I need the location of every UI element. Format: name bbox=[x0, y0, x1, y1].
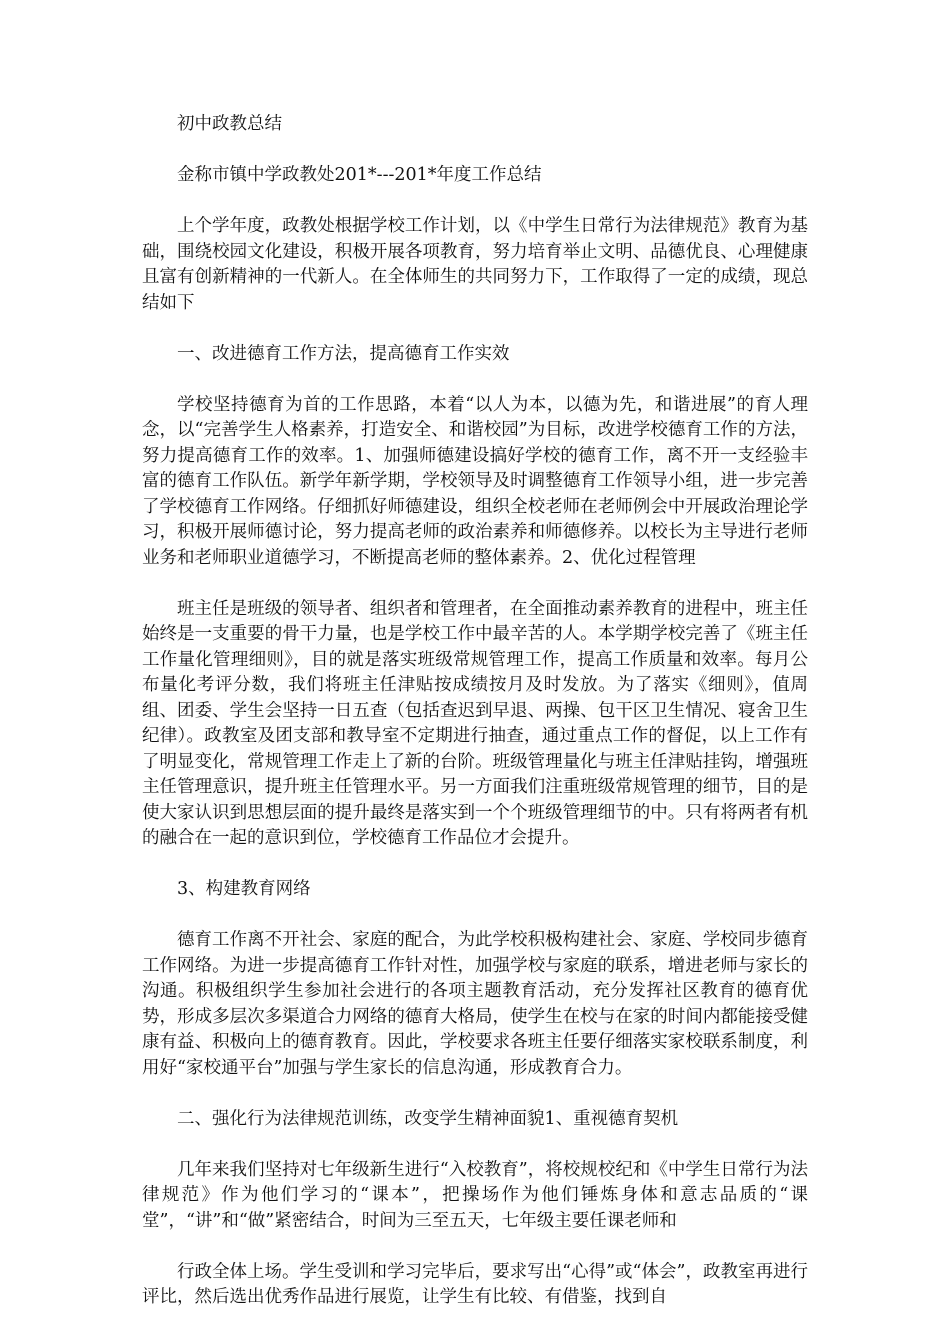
paragraph-class-teacher: 班主任是班级的领导者、组织者和管理者，在全面推动素养教育的进程中，班主任始终是一支重要的骨干力量，也是学校工作中最辛苦的人。本学期学校完善了《班主任工作量化管理细则》，目的就是落实班级常规管理工作，提高工作质量和效率。每月公布量化考评分数，我们将班主任津贴按成绩按月及时发放。为了落实《细则》，值周组、团委、学生会坚持一日五查（包括查迟到早退、两操、包干区卫生情况、寝舍卫生纪律）。政教室及团支部和教导室不定期进行抽查，通过重点工作的督促，以上工作有了明显变化，常规管理工作走上了新的台阶。班级管理量化与班主任津贴挂钩，增强班主任管理意识，提升班主任管理水平。另一方面我们注重班级常规管理的细节，目的是使大家认识到思想层面的提升最终是落实到一个个班级管理细节的中。只有将两者有机的融合在一起的意识到位，学校德育工作品位才会提升。 bbox=[142, 598, 808, 848]
section-heading-1: 一、改进德育工作方法，提高德育工作实效 bbox=[177, 343, 510, 364]
paragraph-education-network: 德育工作离不开社会、家庭的配合，为此学校积极构建社会、家庭、学校同步德育工作网络。为进一步提高德育工作针对性，加强学校与家庭的联系，增进老师与家长的沟通。积极组织学生参加社会进行的各项主题教育活动，充分发挥社区教育的德育优势，形成多层次多渠道合力网络的德育大格局，使学生在校与在家的时间内都能接受健康有益、积极向上的德育教育。因此，学校要求各班主任要仔细落实家校联系制度，利用好“家校通平台”加强与学生家长的信息沟通，形成教育合力。 bbox=[142, 930, 808, 1078]
section-heading-2: 二、强化行为法律规范训练，改变学生精神面貌1、重视德育契机 bbox=[177, 1108, 679, 1129]
paragraph-continuation: 行政全体上场。学生受训和学习完毕后，要求写出“心得”或“体会”，政教室再进行评比，然后选出优秀作品进行展览，让学生有比较、有借鉴，找到自 bbox=[142, 1261, 808, 1307]
paragraph-moral-education: 学校坚持德育为首的工作思路，本着“以人为本，以德为先，和谐进展”的育人理念，以“完善学生人格素养，打造安全、和谐校园”为目标，改进学校德育工作的方法，努力提高德育工作的效率。1、加强师德建设搞好学校的德育工作，离不开一支经验丰富的德育工作队伍。新学年新学期，学校领导及时调整德育工作领导小组，进一步完善了学校德育工作网络。仔细抓好师德建设，组织全校老师在老师例会中开展政治理论学习，积极开展师德讨论，努力提高老师的政治素养和师德修养。以校长为主导进行老师业务和老师职业道德学习，不断提高老师的整体素养。2、优化过程管理 bbox=[142, 394, 808, 568]
document-body bbox=[142, 112, 808, 1336]
paragraph-new-students: 几年来我们坚持对七年级新生进行“入校教育”，将校规校纪和《中学生日常行为法律规范》作为他们学习的“课本”，把操场作为他们锤炼身体和意志品质的“课堂”，“讲”和“做”紧密结合，时间为三至五天，七年级主要任课老师和 bbox=[142, 1159, 808, 1231]
section-heading-network: 3、构建教育网络 bbox=[177, 879, 311, 899]
document-title: 初中政教总结 bbox=[177, 114, 282, 134]
document-subtitle: 金称市镇中学政教处201*---201*年度工作总结 bbox=[177, 165, 542, 185]
paragraph-intro: 上个学年度，政教处根据学校工作计划，以《中学生日常行为法律规范》教育为基础，围绕校园文化建设，积极开展各项教育，努力培育举止文明、品德优良、心理健康且富有创新精神的一代新人。在全体师生的共同努力下，工作取得了一定的成绩，现总结如下 bbox=[142, 216, 808, 313]
